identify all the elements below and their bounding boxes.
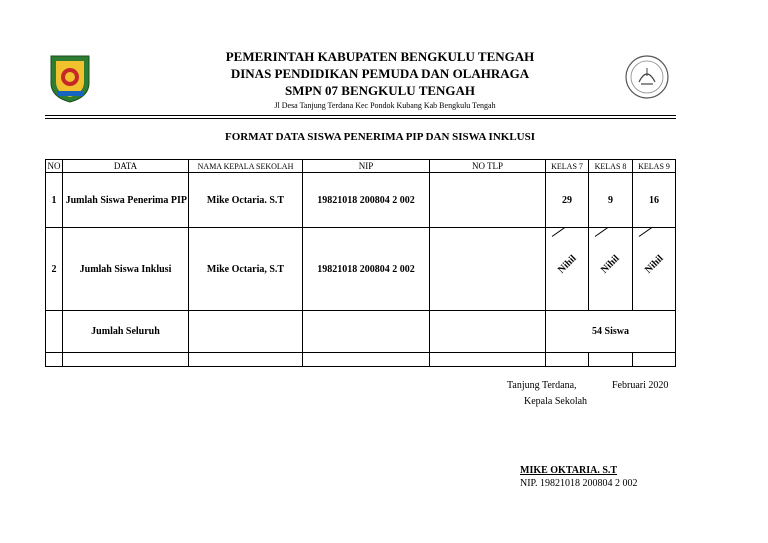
- col-header-kelas7: KELAS 7: [546, 160, 589, 173]
- row-nip: 19821018 200804 2 002: [303, 228, 430, 311]
- regency-emblem-icon: [49, 53, 91, 103]
- empty-cell: [303, 353, 430, 367]
- slash-mark: [552, 228, 567, 237]
- total-label: Jumlah Seluruh: [63, 311, 189, 353]
- row-nip: 19821018 200804 2 002: [303, 173, 430, 228]
- nihil-label: Nihil: [556, 253, 579, 276]
- col-header-kelas9: KELAS 9: [633, 160, 676, 173]
- nihil-label: Nihil: [599, 253, 622, 276]
- col-header-kelas8: KELAS 8: [589, 160, 633, 173]
- tut-wuri-handayani-icon: [624, 54, 670, 100]
- table-header-row: [46, 160, 676, 173]
- row-kepala: Mike Octaria. S.T: [189, 173, 303, 228]
- signature-place: Tanjung Terdana,: [507, 380, 577, 391]
- empty-cell: [546, 353, 589, 367]
- col-header-no: NO: [47, 161, 61, 171]
- empty-cell: [63, 353, 189, 367]
- total-no: [46, 311, 63, 353]
- signature-nip: NIP. 19821018 200804 2 002: [520, 478, 638, 489]
- row-kelas8: [589, 228, 633, 311]
- empty-cell: [633, 353, 676, 367]
- empty-cell: [46, 353, 63, 367]
- header-line-3: SMPN 07 BENGKULU TENGAH: [284, 83, 476, 98]
- total-value: 54 Siswa: [546, 311, 676, 353]
- row-tlp: [430, 173, 546, 228]
- nihil-label: Nihil: [643, 253, 666, 276]
- row-kelas9: [633, 228, 676, 311]
- col-header-data: DATA: [63, 160, 189, 173]
- total-tlp: [430, 311, 546, 353]
- row-kelas9: 16: [633, 173, 676, 228]
- total-kepala: [189, 311, 303, 353]
- table-empty-row: [46, 353, 676, 367]
- signature-name: MIKE OKTARIA. S.T: [520, 465, 618, 476]
- data-table: [45, 159, 676, 367]
- header-address: Jl Desa Tanjung Terdana Kec Pondok Kubang Kab Bengkulu Tengah: [274, 101, 496, 110]
- row-data: Jumlah Siswa Penerima PIP: [63, 173, 189, 228]
- table-row: [46, 173, 676, 228]
- col-header-nip: NIP: [303, 160, 430, 173]
- col-header-kepala: NAMA KEPALA SEKOLAH: [189, 160, 303, 173]
- row-no: 2: [46, 228, 63, 311]
- row-tlp: [430, 228, 546, 311]
- empty-cell: [589, 353, 633, 367]
- total-nip: [303, 311, 430, 353]
- table-total-row: [46, 311, 676, 353]
- header-rule: [45, 115, 676, 116]
- slash-mark: [595, 228, 610, 237]
- row-data: Jumlah Siswa Inklusi: [63, 228, 189, 311]
- row-kelas7: 29: [546, 173, 589, 228]
- row-kepala: Mike Octaria, S.T: [189, 228, 303, 311]
- empty-cell: [430, 353, 546, 367]
- col-header-tlp: NO TLP: [430, 160, 546, 173]
- row-no: 1: [46, 173, 63, 228]
- row-kelas8: 9: [589, 173, 633, 228]
- header-line-2: DINAS PENDIDIKAN PEMUDA DAN OLAHRAGA: [230, 66, 530, 81]
- empty-cell: [189, 353, 303, 367]
- table-row: [46, 228, 676, 311]
- document-title: FORMAT DATA SISWA PENERIMA PIP DAN SISWA INKLUSI: [225, 131, 535, 143]
- row-kelas7: [546, 228, 589, 311]
- signature-date: Februari 2020: [612, 380, 669, 391]
- header-line-1: PEMERINTAH KABUPATEN BENGKULU TENGAH: [225, 49, 535, 64]
- signature-role: Kepala Sekolah: [524, 396, 588, 407]
- header-rule-thin: [45, 118, 676, 119]
- slash-mark: [639, 228, 654, 237]
